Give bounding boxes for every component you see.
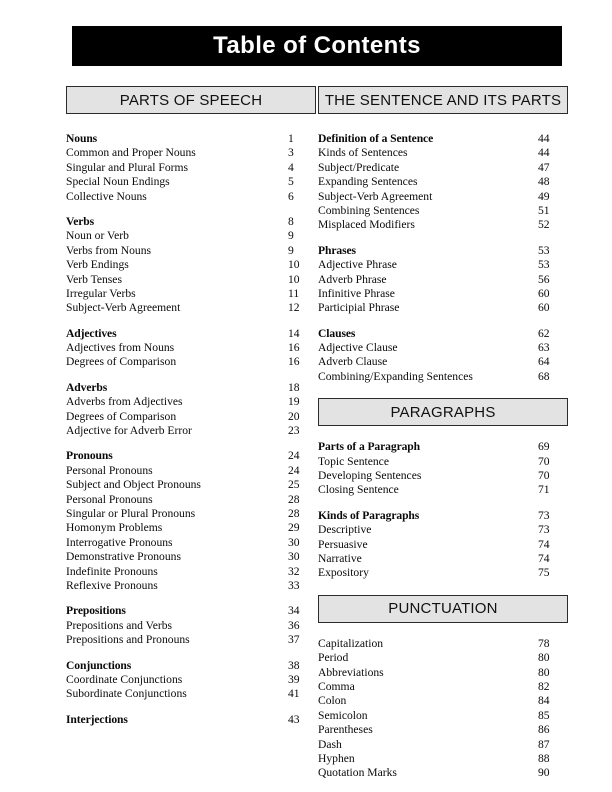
toc-entry-label: Comma <box>318 679 355 693</box>
toc-entry-page-number: 60 <box>538 286 550 300</box>
toc-entry-page-number: 23 <box>288 424 300 438</box>
toc-entry-label: Singular and Plural Forms <box>66 160 189 174</box>
toc-entry-page-number: 44 <box>538 146 550 160</box>
toc-group <box>318 244 568 316</box>
toc-entry-page-number: 5 <box>288 175 294 189</box>
toc-entry-page-number: 39 <box>288 672 300 686</box>
section-banner <box>318 595 568 623</box>
toc-entry-page-number: 6 <box>288 189 294 203</box>
toc-entry-page-number: 75 <box>538 566 550 580</box>
toc-entry-page-number: 30 <box>288 535 300 549</box>
toc-entry-label: Clauses <box>318 326 356 340</box>
toc-entry-label: Verbs from Nouns <box>66 243 152 257</box>
section-banner-label: PUNCTUATION <box>388 600 498 618</box>
toc-entry-label: Prepositions and Pronouns <box>66 633 190 647</box>
toc-entry-page-number: 16 <box>288 341 300 355</box>
toc-entry[interactable] <box>318 523 568 537</box>
toc-entry[interactable] <box>66 565 316 579</box>
toc-entry-page-number: 85 <box>538 708 550 722</box>
section-banner <box>318 86 568 114</box>
toc-entry-label: Expanding Sentences <box>318 175 418 189</box>
toc-entry-label: Persuasive <box>318 537 368 551</box>
toc-column-left <box>66 86 316 727</box>
toc-section-entry[interactable] <box>66 604 316 618</box>
toc-entry[interactable] <box>318 161 568 175</box>
toc-entry-label: Capitalization <box>318 636 384 650</box>
toc-entry-label: Verbs <box>66 214 95 228</box>
toc-entry-label: Prepositions and Verbs <box>66 618 173 632</box>
toc-section-entry[interactable] <box>318 440 568 454</box>
toc-entry-page-number: 24 <box>288 449 300 463</box>
toc-section-entry[interactable] <box>66 713 316 727</box>
toc-entry-label: Adjective Phrase <box>318 258 397 272</box>
toc-entry[interactable] <box>66 146 316 160</box>
toc-entry[interactable] <box>66 229 316 243</box>
toc-entry-label: Semicolon <box>318 708 368 722</box>
toc-entry-label: Phrases <box>318 243 356 257</box>
toc-entry[interactable] <box>66 579 316 593</box>
toc-entry-label: Descriptive <box>318 523 372 537</box>
toc-entry-page-number: 11 <box>288 286 300 300</box>
toc-entry-label: Degrees of Comparison <box>66 355 177 369</box>
toc-entry-label: Reflexive Pronouns <box>66 578 158 592</box>
toc-entry-page-number: 71 <box>538 483 550 497</box>
toc-entry-label: Hyphen <box>318 751 355 765</box>
toc-entry-page-number: 78 <box>538 636 550 650</box>
toc-entry-label: Common and Proper Nouns <box>66 146 196 160</box>
toc-entry-label: Personal Pronouns <box>66 463 153 477</box>
toc-group <box>66 381 316 439</box>
toc-group <box>66 327 316 370</box>
toc-entry[interactable] <box>66 258 316 272</box>
toc-entry-page-number: 14 <box>288 326 300 340</box>
toc-entry-label: Indefinite Pronouns <box>66 564 158 578</box>
toc-entry-page-number: 80 <box>538 665 550 679</box>
toc-entry[interactable] <box>318 566 568 580</box>
toc-group <box>318 132 568 233</box>
toc-entry-page-number: 10 <box>288 272 300 286</box>
toc-entry-page-number: 60 <box>538 301 550 315</box>
toc-entry-page-number: 70 <box>538 454 550 468</box>
toc-entry-page-number: 24 <box>288 463 300 477</box>
toc-entry-page-number: 90 <box>538 766 550 780</box>
toc-entry-page-number: 30 <box>288 550 300 564</box>
toc-entry-page-number: 1 <box>288 132 294 145</box>
toc-entry-label: Definition of a Sentence <box>318 132 434 145</box>
toc-entry[interactable] <box>66 687 316 701</box>
toc-entry[interactable] <box>66 673 316 687</box>
toc-entry-page-number: 82 <box>538 679 550 693</box>
toc-entry[interactable] <box>66 619 316 633</box>
toc-entry-label: Misplaced Modifiers <box>318 218 415 232</box>
toc-group <box>66 604 316 647</box>
toc-entry-page-number: 52 <box>538 218 550 232</box>
toc-entry-label: Period <box>318 651 349 665</box>
toc-group <box>66 132 316 204</box>
toc-entry-page-number: 28 <box>288 506 300 520</box>
toc-entry-label: Verb Tenses <box>66 272 122 286</box>
toc-group <box>66 215 316 316</box>
toc-entry-label: Subject-Verb Agreement <box>318 189 433 203</box>
toc-section-entry[interactable] <box>318 132 568 146</box>
toc-entry-label: Nouns <box>66 132 98 145</box>
toc-entry[interactable] <box>66 244 316 258</box>
section-banner-label: THE SENTENCE AND ITS PARTS <box>324 91 562 109</box>
toc-entry[interactable] <box>66 424 316 438</box>
toc-entry-page-number: 37 <box>288 633 300 647</box>
toc-entry-label: Expository <box>318 566 369 580</box>
toc-entry[interactable] <box>318 469 568 483</box>
toc-entry-label: Adjective Clause <box>318 341 398 355</box>
section-banner-label: PARAGRAPHS <box>390 403 496 421</box>
toc-entry[interactable] <box>66 395 316 409</box>
toc-entry-page-number: 56 <box>538 272 550 286</box>
toc-entry-label: Adverb Clause <box>318 355 388 369</box>
toc-entry-label: Adjective for Adverb Error <box>66 424 192 438</box>
toc-group <box>318 509 568 581</box>
toc-entry-page-number: 47 <box>538 160 550 174</box>
toc-group <box>66 659 316 702</box>
toc-section-entry[interactable] <box>66 659 316 673</box>
toc-entry[interactable] <box>318 341 568 355</box>
toc-entry[interactable] <box>66 341 316 355</box>
toc-entry[interactable] <box>318 552 568 566</box>
toc-entry-label: Topic Sentence <box>318 454 389 468</box>
toc-entry-page-number: 33 <box>288 578 300 592</box>
toc-entry-label: Adverbs from Adjectives <box>66 395 183 409</box>
toc-entry-label: Colon <box>318 694 347 708</box>
toc-entry-label: Singular or Plural Pronouns <box>66 506 196 520</box>
toc-entry[interactable] <box>66 633 316 647</box>
toc-entry[interactable] <box>66 410 316 424</box>
toc-entry-page-number: 4 <box>288 160 294 174</box>
toc-entry-label: Combining/Expanding Sentences <box>318 369 473 383</box>
toc-entry[interactable] <box>66 301 316 315</box>
toc-entry[interactable] <box>318 766 568 780</box>
toc-entry[interactable] <box>318 273 568 287</box>
toc-entry-page-number: 80 <box>538 651 550 665</box>
toc-entry[interactable] <box>66 550 316 564</box>
toc-entry-page-number: 32 <box>288 564 300 578</box>
toc-entry-label: Subject/Predicate <box>318 160 400 174</box>
toc-entry-label: Subordinate Conjunctions <box>66 687 187 701</box>
toc-entry-label: Subject and Object Pronouns <box>66 478 201 492</box>
toc-entry-page-number: 74 <box>538 551 550 565</box>
toc-entry[interactable] <box>318 455 568 469</box>
toc-entry-label: Adjectives <box>66 326 117 340</box>
toc-entry-label: Parts of a Paragraph <box>318 440 421 454</box>
toc-entry-page-number: 28 <box>288 492 300 506</box>
toc-section-entry[interactable] <box>318 244 568 258</box>
toc-entry-label: Narrative <box>318 551 362 565</box>
toc-entry-label: Prepositions <box>66 604 126 618</box>
toc-entry-label: Subject-Verb Agreement <box>66 301 181 315</box>
toc-entry-label: Dash <box>318 737 342 751</box>
toc-entry-page-number: 73 <box>538 523 550 537</box>
toc-entry-label: Infinitive Phrase <box>318 286 395 300</box>
toc-entry-page-number: 53 <box>538 243 550 257</box>
toc-section-entry[interactable] <box>66 132 316 146</box>
toc-entry-page-number: 38 <box>288 658 300 672</box>
toc-entry-page-number: 34 <box>288 604 300 618</box>
toc-entry-label: Coordinate Conjunctions <box>66 672 183 686</box>
toc-entry-page-number: 41 <box>288 687 300 701</box>
toc-entry-page-number: 25 <box>288 478 300 492</box>
toc-entry[interactable] <box>318 680 568 694</box>
toc-entry-page-number: 36 <box>288 618 300 632</box>
toc-entry[interactable] <box>66 521 316 535</box>
toc-entry-label: Kinds of Paragraphs <box>318 508 420 522</box>
toc-section-entry[interactable] <box>318 509 568 523</box>
toc-entry-label: Personal Pronouns <box>66 492 153 506</box>
toc-entry-page-number: 3 <box>288 146 294 160</box>
toc-entry[interactable] <box>318 301 568 315</box>
toc-entry-page-number: 9 <box>288 243 294 257</box>
toc-entry[interactable] <box>318 709 568 723</box>
toc-entry-page-number: 63 <box>538 341 550 355</box>
toc-entry-page-number: 68 <box>538 369 550 383</box>
toc-entry[interactable] <box>318 287 568 301</box>
toc-entry-page-number: 70 <box>538 469 550 483</box>
toc-entry-label: Developing Sentences <box>318 469 422 483</box>
toc-entry-label: Interjections <box>66 712 128 726</box>
page-title-banner <box>72 26 562 66</box>
toc-entry-page-number: 69 <box>538 440 550 454</box>
toc-entry-page-number: 84 <box>538 694 550 708</box>
toc-entry[interactable] <box>66 536 316 550</box>
toc-entry[interactable] <box>66 287 316 301</box>
toc-group <box>66 449 316 593</box>
toc-entry[interactable] <box>66 175 316 189</box>
toc-entry[interactable] <box>66 464 316 478</box>
toc-entry-page-number: 19 <box>288 395 300 409</box>
toc-entry-label: Collective Nouns <box>66 189 147 203</box>
toc-entry-page-number: 62 <box>538 326 550 340</box>
toc-entry[interactable] <box>318 538 568 552</box>
toc-entry[interactable] <box>66 478 316 492</box>
toc-entry-label: Participial Phrase <box>318 301 400 315</box>
toc-group <box>318 440 568 498</box>
toc-entry-label: Parentheses <box>318 723 373 737</box>
toc-entry-label: Conjunctions <box>66 658 132 672</box>
toc-group <box>66 713 316 727</box>
toc-entry-page-number: 43 <box>288 712 300 726</box>
toc-entry-label: Abbreviations <box>318 665 384 679</box>
toc-entry[interactable] <box>318 483 568 497</box>
toc-entry-page-number: 64 <box>538 355 550 369</box>
toc-entry-page-number: 86 <box>538 723 550 737</box>
toc-entry-label: Combining Sentences <box>318 203 420 217</box>
toc-entry-label: Degrees of Comparison <box>66 409 177 423</box>
toc-entry[interactable] <box>318 175 568 189</box>
toc-entry-page-number: 44 <box>538 132 550 145</box>
toc-entry-label: Noun or Verb <box>66 229 129 243</box>
toc-entry-page-number: 12 <box>288 301 300 315</box>
toc-entry-label: Homonym Problems <box>66 521 163 535</box>
toc-entry-label: Special Noun Endings <box>66 175 170 189</box>
toc-entry[interactable] <box>318 752 568 766</box>
toc-entry-page-number: 53 <box>538 258 550 272</box>
toc-entry-page-number: 74 <box>538 537 550 551</box>
toc-section-entry[interactable] <box>318 327 568 341</box>
toc-entry[interactable] <box>318 637 568 651</box>
toc-section-entry[interactable] <box>66 215 316 229</box>
toc-entry-page-number: 10 <box>288 258 300 272</box>
toc-entry-page-number: 20 <box>288 409 300 423</box>
section-banner <box>318 398 568 426</box>
toc-entry-page-number: 49 <box>538 189 550 203</box>
toc-entry-page-number: 29 <box>288 521 300 535</box>
toc-entry[interactable] <box>318 666 568 680</box>
toc-entry-label: Interrogative Pronouns <box>66 535 173 549</box>
toc-entry-page-number: 16 <box>288 355 300 369</box>
toc-entry[interactable] <box>318 370 568 384</box>
section-banner-label: PARTS OF SPEECH <box>119 91 263 109</box>
toc-entry[interactable] <box>66 507 316 521</box>
toc-entry[interactable] <box>318 146 568 160</box>
toc-entry-page-number: 87 <box>538 737 550 751</box>
toc-entry-label: Adverbs <box>66 380 108 394</box>
toc-entry[interactable] <box>318 218 568 232</box>
toc-group <box>318 327 568 385</box>
toc-entry-page-number: 51 <box>538 203 550 217</box>
toc-entry[interactable] <box>66 190 316 204</box>
toc-entry-page-number: 18 <box>288 380 300 394</box>
toc-section-entry[interactable] <box>66 327 316 341</box>
toc-entry-page-number: 9 <box>288 229 294 243</box>
toc-entry[interactable] <box>318 738 568 752</box>
toc-entry[interactable] <box>318 204 568 218</box>
toc-entry-page-number: 88 <box>538 751 550 765</box>
toc-section-entry[interactable] <box>66 449 316 463</box>
toc-entry-label: Irregular Verbs <box>66 286 136 300</box>
toc-section-entry[interactable] <box>66 381 316 395</box>
page-title: Table of Contents <box>213 32 421 59</box>
toc-column-right <box>318 86 568 781</box>
toc-entry-label: Demonstrative Pronouns <box>66 550 181 564</box>
toc-group <box>318 637 568 781</box>
toc-entry[interactable] <box>66 273 316 287</box>
toc-entry-label: Verb Endings <box>66 258 129 272</box>
toc-entry-label: Adverb Phrase <box>318 272 387 286</box>
toc-entry-label: Pronouns <box>66 449 113 463</box>
toc-entry-label: Adjectives from Nouns <box>66 341 175 355</box>
toc-entry[interactable] <box>318 723 568 737</box>
toc-entry-label: Closing Sentence <box>318 483 399 497</box>
toc-entry[interactable] <box>318 651 568 665</box>
toc-entry[interactable] <box>318 355 568 369</box>
section-banner <box>66 86 316 114</box>
toc-entry[interactable] <box>318 258 568 272</box>
toc-entry-page-number: 73 <box>538 508 550 522</box>
toc-entry[interactable] <box>66 493 316 507</box>
toc-entry-label: Quotation Marks <box>318 766 397 780</box>
toc-entry-page-number: 48 <box>538 175 550 189</box>
toc-entry[interactable] <box>318 694 568 708</box>
toc-entry-label: Kinds of Sentences <box>318 146 408 160</box>
toc-entry[interactable] <box>318 190 568 204</box>
toc-entry[interactable] <box>66 355 316 369</box>
toc-entry[interactable] <box>66 161 316 175</box>
toc-entry-page-number: 8 <box>288 214 294 228</box>
